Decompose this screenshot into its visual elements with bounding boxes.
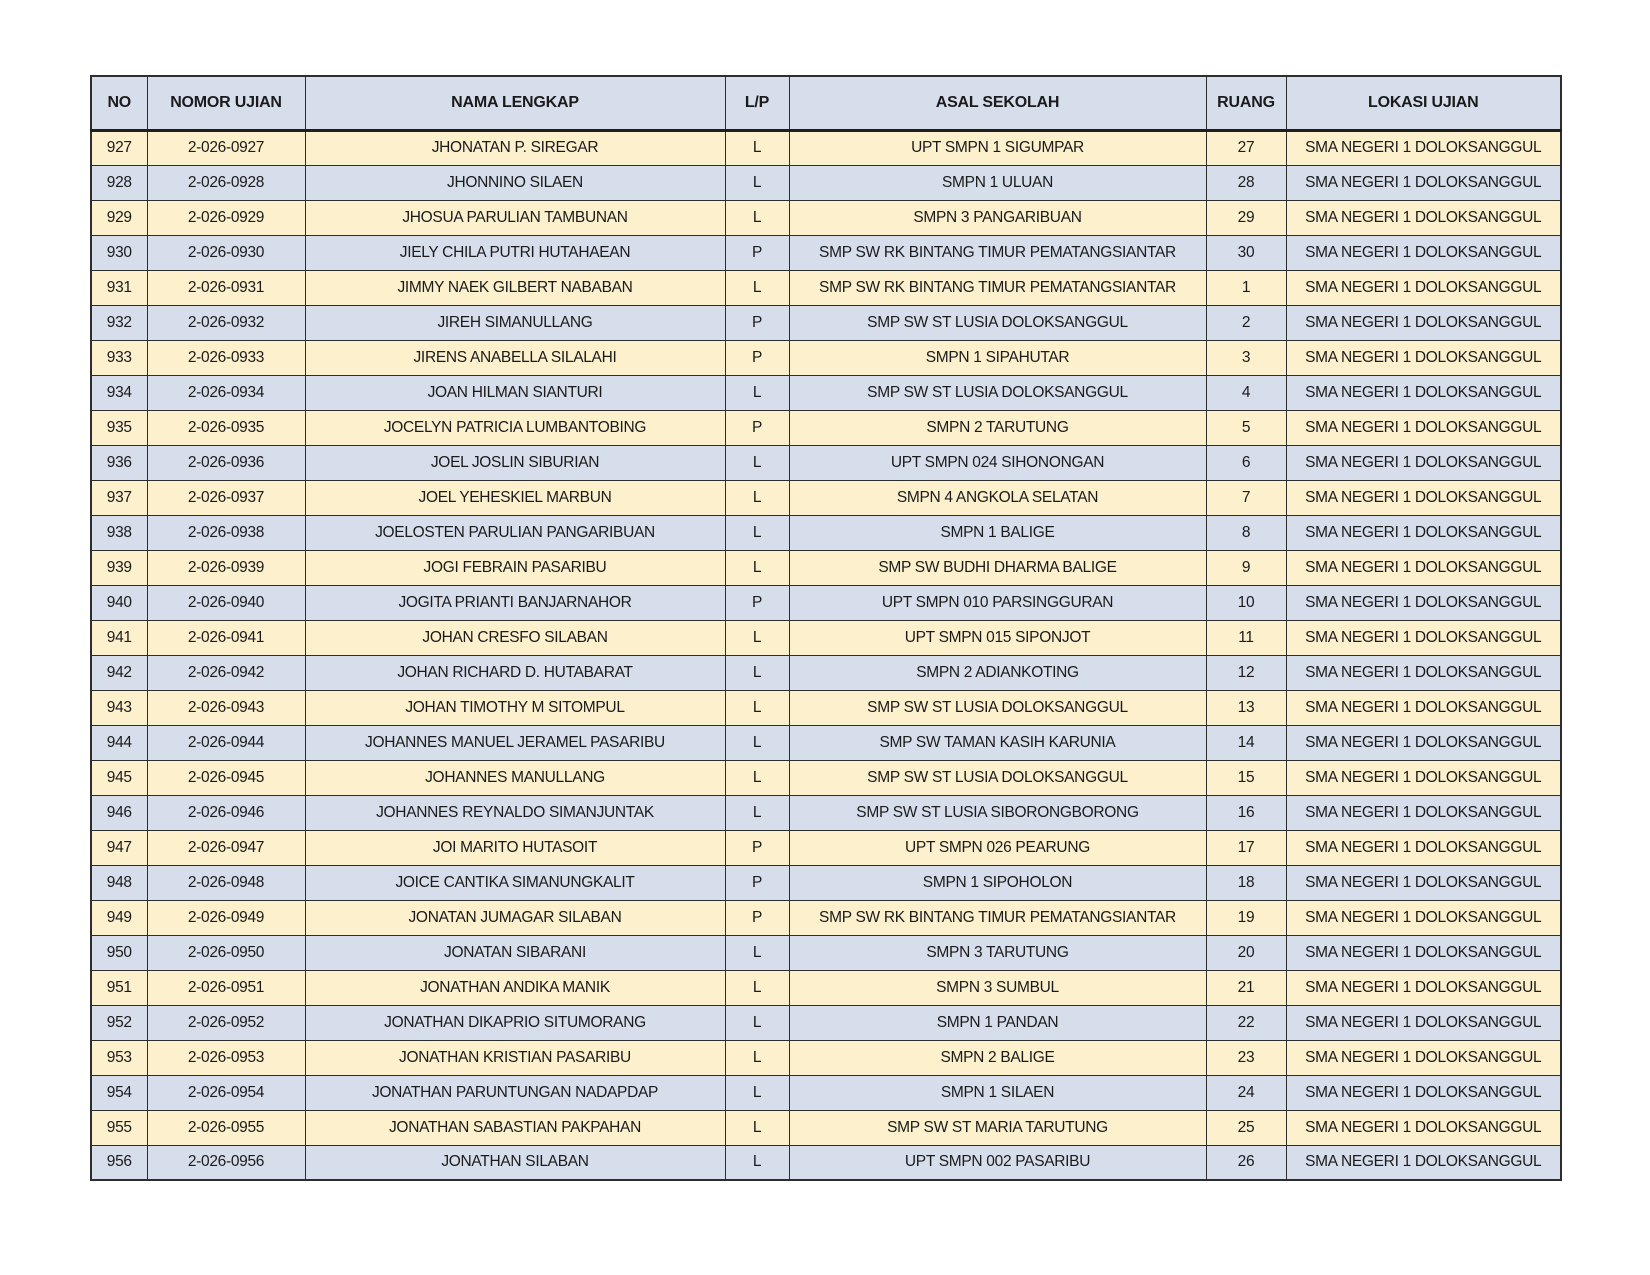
cell-no: 933 bbox=[91, 340, 147, 375]
cell-nama-lengkap: JONATHAN SILABAN bbox=[305, 1145, 725, 1180]
cell-asal-sekolah: SMP SW ST LUSIA SIBORONGBORONG bbox=[789, 795, 1206, 830]
table-row bbox=[91, 270, 1561, 305]
cell-nama-lengkap: JONATHAN SABASTIAN PAKPAHAN bbox=[305, 1110, 725, 1145]
cell-lp: L bbox=[725, 620, 789, 655]
cell-lp: P bbox=[725, 410, 789, 445]
cell-lp: L bbox=[725, 1040, 789, 1075]
cell-asal-sekolah: SMPN 1 ULUAN bbox=[789, 165, 1206, 200]
cell-nama-lengkap: JOELOSTEN PARULIAN PANGARIBUAN bbox=[305, 515, 725, 550]
table-row bbox=[91, 410, 1561, 445]
table-row bbox=[91, 585, 1561, 620]
cell-asal-sekolah: SMPN 2 TARUTUNG bbox=[789, 410, 1206, 445]
cell-lp: L bbox=[725, 690, 789, 725]
cell-ruang: 7 bbox=[1206, 480, 1286, 515]
cell-nama-lengkap: JOHAN RICHARD D. HUTABARAT bbox=[305, 655, 725, 690]
cell-lp: L bbox=[725, 935, 789, 970]
cell-no: 950 bbox=[91, 935, 147, 970]
cell-no: 927 bbox=[91, 130, 147, 165]
cell-no: 956 bbox=[91, 1145, 147, 1180]
cell-lp: P bbox=[725, 900, 789, 935]
cell-lokasi-ujian: SMA NEGERI 1 DOLOKSANGGUL bbox=[1286, 690, 1561, 725]
cell-lokasi-ujian: SMA NEGERI 1 DOLOKSANGGUL bbox=[1286, 900, 1561, 935]
table-row bbox=[91, 900, 1561, 935]
cell-ruang: 22 bbox=[1206, 1005, 1286, 1040]
cell-lokasi-ujian: SMA NEGERI 1 DOLOKSANGGUL bbox=[1286, 620, 1561, 655]
table-row bbox=[91, 830, 1561, 865]
cell-no: 938 bbox=[91, 515, 147, 550]
cell-lokasi-ujian: SMA NEGERI 1 DOLOKSANGGUL bbox=[1286, 795, 1561, 830]
cell-no: 928 bbox=[91, 165, 147, 200]
cell-no: 955 bbox=[91, 1110, 147, 1145]
cell-asal-sekolah: SMPN 1 BALIGE bbox=[789, 515, 1206, 550]
cell-no: 939 bbox=[91, 550, 147, 585]
cell-nomor-ujian: 2-026-0936 bbox=[147, 445, 305, 480]
cell-nomor-ujian: 2-026-0956 bbox=[147, 1145, 305, 1180]
table-row bbox=[91, 235, 1561, 270]
cell-lp: L bbox=[725, 1075, 789, 1110]
cell-asal-sekolah: SMPN 3 TARUTUNG bbox=[789, 935, 1206, 970]
cell-asal-sekolah: UPT SMPN 002 PASARIBU bbox=[789, 1145, 1206, 1180]
cell-no: 951 bbox=[91, 970, 147, 1005]
cell-lokasi-ujian: SMA NEGERI 1 DOLOKSANGGUL bbox=[1286, 340, 1561, 375]
cell-asal-sekolah: SMPN 4 ANGKOLA SELATAN bbox=[789, 480, 1206, 515]
cell-asal-sekolah: SMPN 2 ADIANKOTING bbox=[789, 655, 1206, 690]
cell-lokasi-ujian: SMA NEGERI 1 DOLOKSANGGUL bbox=[1286, 970, 1561, 1005]
cell-lokasi-ujian: SMA NEGERI 1 DOLOKSANGGUL bbox=[1286, 1145, 1561, 1180]
cell-nomor-ujian: 2-026-0932 bbox=[147, 305, 305, 340]
cell-nama-lengkap: JONATHAN DIKAPRIO SITUMORANG bbox=[305, 1005, 725, 1040]
cell-asal-sekolah: SMPN 3 PANGARIBUAN bbox=[789, 200, 1206, 235]
cell-no: 947 bbox=[91, 830, 147, 865]
cell-nomor-ujian: 2-026-0942 bbox=[147, 655, 305, 690]
cell-lp: P bbox=[725, 830, 789, 865]
cell-nomor-ujian: 2-026-0935 bbox=[147, 410, 305, 445]
cell-no: 945 bbox=[91, 760, 147, 795]
cell-asal-sekolah: UPT SMPN 1 SIGUMPAR bbox=[789, 130, 1206, 165]
cell-no: 937 bbox=[91, 480, 147, 515]
cell-nomor-ujian: 2-026-0950 bbox=[147, 935, 305, 970]
cell-nomor-ujian: 2-026-0941 bbox=[147, 620, 305, 655]
cell-ruang: 14 bbox=[1206, 725, 1286, 760]
table-row bbox=[91, 1110, 1561, 1145]
cell-lokasi-ujian: SMA NEGERI 1 DOLOKSANGGUL bbox=[1286, 725, 1561, 760]
cell-asal-sekolah: SMP SW TAMAN KASIH KARUNIA bbox=[789, 725, 1206, 760]
cell-nama-lengkap: JHONNINO SILAEN bbox=[305, 165, 725, 200]
cell-nomor-ujian: 2-026-0945 bbox=[147, 760, 305, 795]
cell-lp: L bbox=[725, 970, 789, 1005]
cell-no: 952 bbox=[91, 1005, 147, 1040]
cell-nama-lengkap: JOGI FEBRAIN PASARIBU bbox=[305, 550, 725, 585]
cell-no: 949 bbox=[91, 900, 147, 935]
cell-ruang: 21 bbox=[1206, 970, 1286, 1005]
table-row bbox=[91, 690, 1561, 725]
cell-nomor-ujian: 2-026-0930 bbox=[147, 235, 305, 270]
cell-ruang: 27 bbox=[1206, 130, 1286, 165]
cell-lp: L bbox=[725, 130, 789, 165]
cell-asal-sekolah: SMP SW RK BINTANG TIMUR PEMATANGSIANTAR bbox=[789, 270, 1206, 305]
cell-nama-lengkap: JONATHAN KRISTIAN PASARIBU bbox=[305, 1040, 725, 1075]
cell-no: 934 bbox=[91, 375, 147, 410]
cell-nama-lengkap: JONATAN JUMAGAR SILABAN bbox=[305, 900, 725, 935]
cell-no: 948 bbox=[91, 865, 147, 900]
cell-asal-sekolah: SMP SW BUDHI DHARMA BALIGE bbox=[789, 550, 1206, 585]
cell-asal-sekolah: UPT SMPN 024 SIHONONGAN bbox=[789, 445, 1206, 480]
cell-no: 932 bbox=[91, 305, 147, 340]
cell-ruang: 6 bbox=[1206, 445, 1286, 480]
cell-ruang: 30 bbox=[1206, 235, 1286, 270]
cell-ruang: 25 bbox=[1206, 1110, 1286, 1145]
cell-nomor-ujian: 2-026-0940 bbox=[147, 585, 305, 620]
cell-asal-sekolah: UPT SMPN 010 PARSINGGURAN bbox=[789, 585, 1206, 620]
cell-ruang: 23 bbox=[1206, 1040, 1286, 1075]
cell-nama-lengkap: JIMMY NAEK GILBERT NABABAN bbox=[305, 270, 725, 305]
header-row bbox=[91, 76, 1561, 130]
cell-lp: P bbox=[725, 235, 789, 270]
column-header-asal-sekolah: ASAL SEKOLAH bbox=[789, 76, 1206, 130]
cell-lp: L bbox=[725, 725, 789, 760]
table-row bbox=[91, 305, 1561, 340]
cell-lokasi-ujian: SMA NEGERI 1 DOLOKSANGGUL bbox=[1286, 1110, 1561, 1145]
cell-ruang: 1 bbox=[1206, 270, 1286, 305]
cell-lokasi-ujian: SMA NEGERI 1 DOLOKSANGGUL bbox=[1286, 305, 1561, 340]
cell-nama-lengkap: JONATHAN ANDIKA MANIK bbox=[305, 970, 725, 1005]
cell-asal-sekolah: SMP SW RK BINTANG TIMUR PEMATANGSIANTAR bbox=[789, 900, 1206, 935]
cell-no: 941 bbox=[91, 620, 147, 655]
column-header-ruang: RUANG bbox=[1206, 76, 1286, 130]
cell-nama-lengkap: JOEL JOSLIN SIBURIAN bbox=[305, 445, 725, 480]
cell-lp: L bbox=[725, 760, 789, 795]
table-row bbox=[91, 1075, 1561, 1110]
table-row bbox=[91, 1145, 1561, 1180]
cell-ruang: 16 bbox=[1206, 795, 1286, 830]
cell-nama-lengkap: JOHANNES MANUEL JERAMEL PASARIBU bbox=[305, 725, 725, 760]
cell-asal-sekolah: SMPN 1 SIPAHUTAR bbox=[789, 340, 1206, 375]
cell-asal-sekolah: UPT SMPN 015 SIPONJOT bbox=[789, 620, 1206, 655]
cell-nomor-ujian: 2-026-0953 bbox=[147, 1040, 305, 1075]
cell-lp: L bbox=[725, 270, 789, 305]
cell-lokasi-ujian: SMA NEGERI 1 DOLOKSANGGUL bbox=[1286, 130, 1561, 165]
cell-lokasi-ujian: SMA NEGERI 1 DOLOKSANGGUL bbox=[1286, 480, 1561, 515]
table-row bbox=[91, 165, 1561, 200]
cell-no: 936 bbox=[91, 445, 147, 480]
cell-nama-lengkap: JIRENS ANABELLA SILALAHI bbox=[305, 340, 725, 375]
cell-asal-sekolah: SMP SW ST LUSIA DOLOKSANGGUL bbox=[789, 760, 1206, 795]
cell-lokasi-ujian: SMA NEGERI 1 DOLOKSANGGUL bbox=[1286, 865, 1561, 900]
column-header-nomor-ujian: NOMOR UJIAN bbox=[147, 76, 305, 130]
cell-lp: L bbox=[725, 200, 789, 235]
cell-no: 931 bbox=[91, 270, 147, 305]
cell-lokasi-ujian: SMA NEGERI 1 DOLOKSANGGUL bbox=[1286, 165, 1561, 200]
cell-lokasi-ujian: SMA NEGERI 1 DOLOKSANGGUL bbox=[1286, 1075, 1561, 1110]
cell-no: 943 bbox=[91, 690, 147, 725]
cell-no: 946 bbox=[91, 795, 147, 830]
cell-nama-lengkap: JOAN HILMAN SIANTURI bbox=[305, 375, 725, 410]
cell-no: 944 bbox=[91, 725, 147, 760]
cell-lokasi-ujian: SMA NEGERI 1 DOLOKSANGGUL bbox=[1286, 585, 1561, 620]
cell-asal-sekolah: SMPN 2 BALIGE bbox=[789, 1040, 1206, 1075]
cell-ruang: 11 bbox=[1206, 620, 1286, 655]
cell-ruang: 2 bbox=[1206, 305, 1286, 340]
table-row bbox=[91, 480, 1561, 515]
cell-lokasi-ujian: SMA NEGERI 1 DOLOKSANGGUL bbox=[1286, 375, 1561, 410]
cell-nomor-ujian: 2-026-0943 bbox=[147, 690, 305, 725]
table-row bbox=[91, 970, 1561, 1005]
cell-nama-lengkap: JOGITA PRIANTI BANJARNAHOR bbox=[305, 585, 725, 620]
cell-no: 935 bbox=[91, 410, 147, 445]
cell-lp: L bbox=[725, 165, 789, 200]
table-row bbox=[91, 1005, 1561, 1040]
table-row bbox=[91, 935, 1561, 970]
cell-ruang: 12 bbox=[1206, 655, 1286, 690]
cell-nomor-ujian: 2-026-0931 bbox=[147, 270, 305, 305]
cell-ruang: 15 bbox=[1206, 760, 1286, 795]
cell-asal-sekolah: SMPN 1 SILAEN bbox=[789, 1075, 1206, 1110]
cell-lp: L bbox=[725, 1145, 789, 1180]
exam-roster-table bbox=[90, 75, 1562, 1181]
cell-nama-lengkap: JOI MARITO HUTASOIT bbox=[305, 830, 725, 865]
cell-asal-sekolah: SMPN 3 SUMBUL bbox=[789, 970, 1206, 1005]
cell-no: 940 bbox=[91, 585, 147, 620]
table-row bbox=[91, 865, 1561, 900]
cell-nomor-ujian: 2-026-0927 bbox=[147, 130, 305, 165]
cell-ruang: 8 bbox=[1206, 515, 1286, 550]
cell-lp: L bbox=[725, 550, 789, 585]
cell-nama-lengkap: JOHANNES MANULLANG bbox=[305, 760, 725, 795]
cell-ruang: 5 bbox=[1206, 410, 1286, 445]
cell-nomor-ujian: 2-026-0949 bbox=[147, 900, 305, 935]
column-header-lokasi-ujian: LOKASI UJIAN bbox=[1286, 76, 1561, 130]
cell-lp: P bbox=[725, 305, 789, 340]
cell-ruang: 4 bbox=[1206, 375, 1286, 410]
cell-ruang: 29 bbox=[1206, 200, 1286, 235]
cell-lokasi-ujian: SMA NEGERI 1 DOLOKSANGGUL bbox=[1286, 235, 1561, 270]
cell-asal-sekolah: SMP SW ST LUSIA DOLOKSANGGUL bbox=[789, 375, 1206, 410]
column-header-nama-lengkap: NAMA LENGKAP bbox=[305, 76, 725, 130]
cell-nomor-ujian: 2-026-0938 bbox=[147, 515, 305, 550]
cell-ruang: 18 bbox=[1206, 865, 1286, 900]
cell-asal-sekolah: SMP SW ST MARIA TARUTUNG bbox=[789, 1110, 1206, 1145]
cell-lokasi-ujian: SMA NEGERI 1 DOLOKSANGGUL bbox=[1286, 655, 1561, 690]
cell-no: 942 bbox=[91, 655, 147, 690]
cell-lp: L bbox=[725, 480, 789, 515]
cell-lokasi-ujian: SMA NEGERI 1 DOLOKSANGGUL bbox=[1286, 515, 1561, 550]
cell-nama-lengkap: JONATHAN PARUNTUNGAN NADAPDAP bbox=[305, 1075, 725, 1110]
cell-no: 929 bbox=[91, 200, 147, 235]
cell-asal-sekolah: SMP SW ST LUSIA DOLOKSANGGUL bbox=[789, 305, 1206, 340]
table-row bbox=[91, 725, 1561, 760]
table-row bbox=[91, 620, 1561, 655]
cell-nama-lengkap: JOHANNES REYNALDO SIMANJUNTAK bbox=[305, 795, 725, 830]
cell-asal-sekolah: SMPN 1 PANDAN bbox=[789, 1005, 1206, 1040]
cell-nama-lengkap: JOCELYN PATRICIA LUMBANTOBING bbox=[305, 410, 725, 445]
cell-asal-sekolah: UPT SMPN 026 PEARUNG bbox=[789, 830, 1206, 865]
cell-ruang: 3 bbox=[1206, 340, 1286, 375]
cell-no: 954 bbox=[91, 1075, 147, 1110]
cell-nomor-ujian: 2-026-0955 bbox=[147, 1110, 305, 1145]
cell-lokasi-ujian: SMA NEGERI 1 DOLOKSANGGUL bbox=[1286, 550, 1561, 585]
cell-lokasi-ujian: SMA NEGERI 1 DOLOKSANGGUL bbox=[1286, 270, 1561, 305]
cell-ruang: 17 bbox=[1206, 830, 1286, 865]
cell-lokasi-ujian: SMA NEGERI 1 DOLOKSANGGUL bbox=[1286, 1005, 1561, 1040]
cell-nomor-ujian: 2-026-0934 bbox=[147, 375, 305, 410]
cell-lokasi-ujian: SMA NEGERI 1 DOLOKSANGGUL bbox=[1286, 200, 1561, 235]
cell-lokasi-ujian: SMA NEGERI 1 DOLOKSANGGUL bbox=[1286, 760, 1561, 795]
table-row bbox=[91, 515, 1561, 550]
cell-lokasi-ujian: SMA NEGERI 1 DOLOKSANGGUL bbox=[1286, 410, 1561, 445]
cell-lp: L bbox=[725, 1005, 789, 1040]
cell-nomor-ujian: 2-026-0939 bbox=[147, 550, 305, 585]
table-row bbox=[91, 340, 1561, 375]
cell-lp: L bbox=[725, 795, 789, 830]
table-row bbox=[91, 550, 1561, 585]
cell-lokasi-ujian: SMA NEGERI 1 DOLOKSANGGUL bbox=[1286, 830, 1561, 865]
table-row bbox=[91, 655, 1561, 690]
cell-nomor-ujian: 2-026-0948 bbox=[147, 865, 305, 900]
cell-nomor-ujian: 2-026-0951 bbox=[147, 970, 305, 1005]
cell-nomor-ujian: 2-026-0947 bbox=[147, 830, 305, 865]
cell-lp: P bbox=[725, 585, 789, 620]
column-header-lp: L/P bbox=[725, 76, 789, 130]
cell-nama-lengkap: JIREH SIMANULLANG bbox=[305, 305, 725, 340]
cell-ruang: 10 bbox=[1206, 585, 1286, 620]
cell-nama-lengkap: JOICE CANTIKA SIMANUNGKALIT bbox=[305, 865, 725, 900]
column-header-no: NO bbox=[91, 76, 147, 130]
cell-lokasi-ujian: SMA NEGERI 1 DOLOKSANGGUL bbox=[1286, 1040, 1561, 1075]
cell-nama-lengkap: JOEL YEHESKIEL MARBUN bbox=[305, 480, 725, 515]
cell-asal-sekolah: SMPN 1 SIPOHOLON bbox=[789, 865, 1206, 900]
cell-lp: L bbox=[725, 655, 789, 690]
cell-ruang: 24 bbox=[1206, 1075, 1286, 1110]
cell-lp: P bbox=[725, 865, 789, 900]
cell-asal-sekolah: SMP SW RK BINTANG TIMUR PEMATANGSIANTAR bbox=[789, 235, 1206, 270]
cell-nomor-ujian: 2-026-0952 bbox=[147, 1005, 305, 1040]
cell-nomor-ujian: 2-026-0937 bbox=[147, 480, 305, 515]
cell-nama-lengkap: JONATAN SIBARANI bbox=[305, 935, 725, 970]
cell-lp: L bbox=[725, 445, 789, 480]
cell-nomor-ujian: 2-026-0946 bbox=[147, 795, 305, 830]
cell-ruang: 19 bbox=[1206, 900, 1286, 935]
cell-nomor-ujian: 2-026-0954 bbox=[147, 1075, 305, 1110]
table-row bbox=[91, 760, 1561, 795]
cell-nama-lengkap: JOHAN TIMOTHY M SITOMPUL bbox=[305, 690, 725, 725]
cell-nomor-ujian: 2-026-0944 bbox=[147, 725, 305, 760]
cell-nomor-ujian: 2-026-0933 bbox=[147, 340, 305, 375]
cell-lp: P bbox=[725, 340, 789, 375]
cell-lp: L bbox=[725, 1110, 789, 1145]
cell-ruang: 26 bbox=[1206, 1145, 1286, 1180]
table-row bbox=[91, 130, 1561, 165]
table-row bbox=[91, 1040, 1561, 1075]
table-row bbox=[91, 200, 1561, 235]
cell-ruang: 20 bbox=[1206, 935, 1286, 970]
cell-no: 930 bbox=[91, 235, 147, 270]
table-row bbox=[91, 375, 1561, 410]
cell-nama-lengkap: JHOSUA PARULIAN TAMBUNAN bbox=[305, 200, 725, 235]
cell-nama-lengkap: JIELY CHILA PUTRI HUTAHAEAN bbox=[305, 235, 725, 270]
cell-ruang: 13 bbox=[1206, 690, 1286, 725]
cell-nomor-ujian: 2-026-0929 bbox=[147, 200, 305, 235]
cell-nama-lengkap: JOHAN CRESFO SILABAN bbox=[305, 620, 725, 655]
cell-ruang: 28 bbox=[1206, 165, 1286, 200]
cell-nomor-ujian: 2-026-0928 bbox=[147, 165, 305, 200]
cell-nama-lengkap: JHONATAN P. SIREGAR bbox=[305, 130, 725, 165]
cell-ruang: 9 bbox=[1206, 550, 1286, 585]
table-row bbox=[91, 795, 1561, 830]
cell-lp: L bbox=[725, 375, 789, 410]
cell-lokasi-ujian: SMA NEGERI 1 DOLOKSANGGUL bbox=[1286, 445, 1561, 480]
cell-asal-sekolah: SMP SW ST LUSIA DOLOKSANGGUL bbox=[789, 690, 1206, 725]
cell-lp: L bbox=[725, 515, 789, 550]
cell-no: 953 bbox=[91, 1040, 147, 1075]
table-row bbox=[91, 445, 1561, 480]
cell-lokasi-ujian: SMA NEGERI 1 DOLOKSANGGUL bbox=[1286, 935, 1561, 970]
